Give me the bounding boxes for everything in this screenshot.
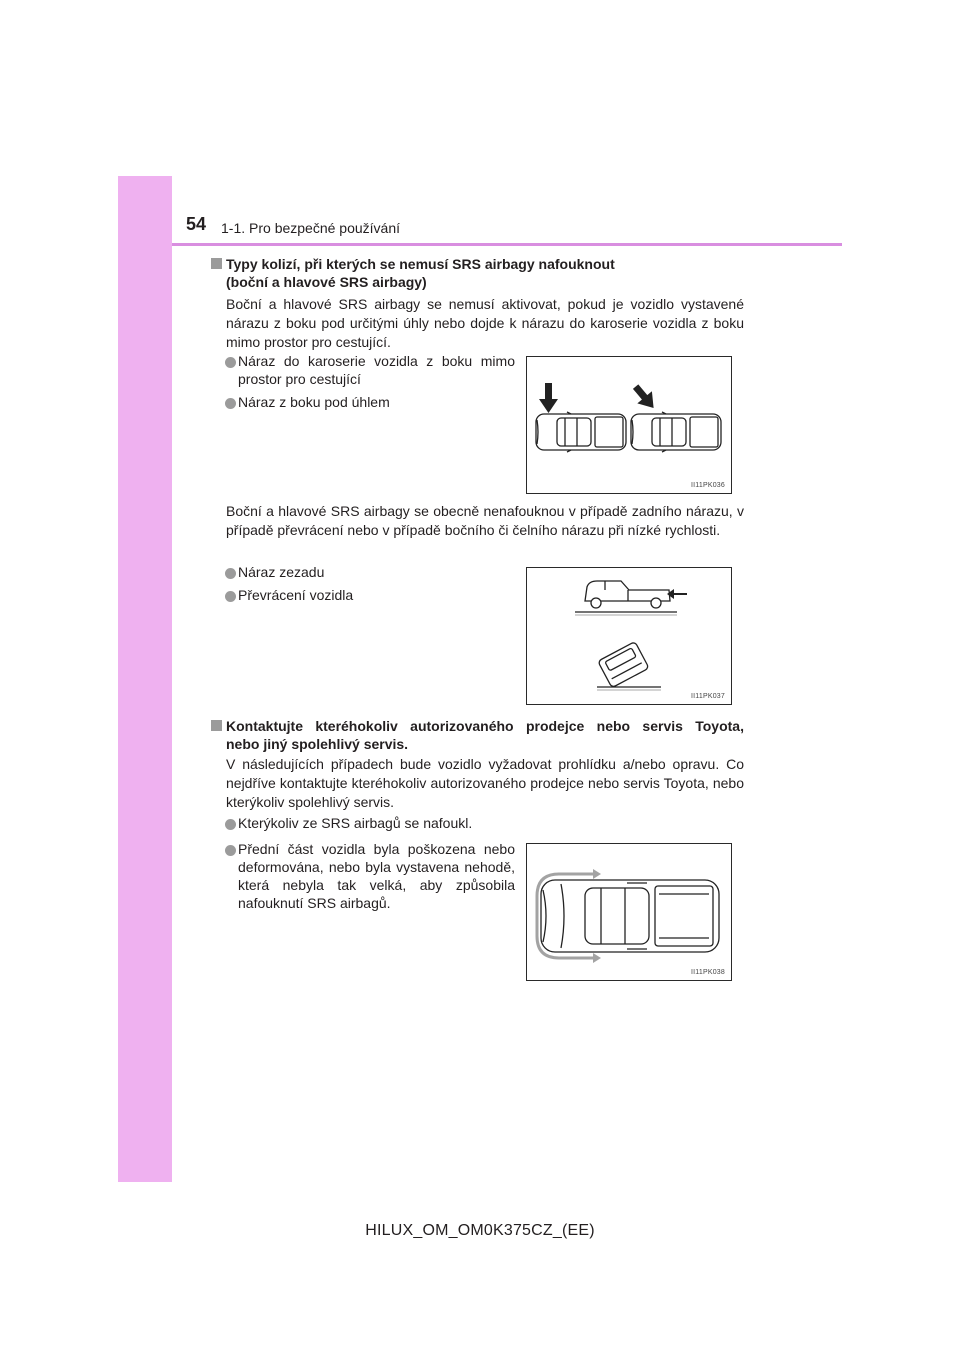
figure-rear-rollover <box>526 567 732 705</box>
impact-arrow-icon <box>539 383 558 413</box>
bullet-icon <box>225 398 236 409</box>
heading-line: Kontaktujte kteréhokoliv autorizovaného prodejce nebo servis Toyota, <box>226 718 744 734</box>
bullet-airbag-inflated: Kterýkoliv ze SRS airbagů se nafoukl. <box>238 815 473 831</box>
heading-line: nebo jiný spolehlivý servis. <box>226 736 409 752</box>
side-impact-illustration <box>527 357 731 493</box>
truck-top-view-large <box>541 880 719 952</box>
bullet-icon <box>225 819 236 830</box>
heading-line: Typy kolizí, při kterých se nemusí SRS airbagy nafouknout <box>226 256 615 272</box>
figure-code: II11PK036 <box>691 482 725 489</box>
highlight-arrowhead-icon <box>593 869 601 879</box>
truck-top-view <box>536 412 626 452</box>
bullet-front-damaged: Přední část vozidla byla poškozena nebo deformována, nebo byla vystavena nehodě, která nebyla tak velká, aby způsobila nafouknutí SRS airbagů. <box>238 841 515 911</box>
bullet-icon <box>225 591 236 602</box>
page-number: 54 <box>186 214 207 234</box>
heading-line: (boční a hlavové SRS airbagy) <box>226 274 427 290</box>
bullet-icon <box>225 845 236 856</box>
section-heading-no-deploy <box>226 255 746 291</box>
chapter-title: 1-1. Pro bezpečné používání <box>221 220 401 236</box>
section-square-icon <box>211 720 222 731</box>
bullet-rear-impact: Náraz zezadu <box>238 564 325 580</box>
figure-code: II11PK038 <box>691 969 725 976</box>
paragraph-contact-dealer: V následujících případech bude vozidlo vyžadovat prohlídku a/nebo opravu. Co nejdříve kontaktujte kteréhokoliv autorizovaného prodejce nebo servis Toyota, nebo kterýkoliv spolehlivý servis. <box>226 756 744 810</box>
bullet-angle-impact: Náraz z boku pod úhlem <box>238 394 390 410</box>
figure-front-damage <box>526 843 732 981</box>
figure-code: II11PK037 <box>691 693 725 700</box>
bullet-icon <box>225 357 236 368</box>
rear-rollover-illustration <box>527 568 731 704</box>
overturned-truck <box>598 642 649 688</box>
front-damage-illustration <box>527 844 731 980</box>
impact-arrow-angled-icon <box>628 380 661 414</box>
bullet-rollover: Převrácení vozidla <box>238 587 354 603</box>
truck-top-view <box>631 412 721 452</box>
figure-side-impact <box>526 356 732 494</box>
footer-model-code: HILUX_OM_OM0K375CZ_(EE) <box>365 1222 595 1239</box>
header-rule <box>172 243 842 246</box>
section-square-icon <box>211 258 222 269</box>
highlight-arrowhead-icon <box>593 953 601 963</box>
section-heading-contact <box>226 717 744 753</box>
paragraph-side-airbags: Boční a hlavové SRS airbagy se nemusí aktivovat, pokud je vozidlo vystavené nárazu z boku pod určitými úhly nebo dojde k nárazu do karoserie vozidla z boku mimo prostor pro cestující. <box>226 296 744 350</box>
paragraph-rear-rollover: Boční a hlavové SRS airbagy se obecně nenafouknou v případě zadního nárazu, v případě převrácení nebo v případě bočního či čelního nárazu při nízké rychlosti. <box>226 503 744 538</box>
chapter-sidebar-tab <box>118 176 172 1182</box>
truck-side-view <box>585 581 670 608</box>
bullet-side-body-impact: Náraz do karoserie vozidla z boku mimo prostor pro cestující <box>238 353 515 387</box>
bullet-icon <box>225 568 236 579</box>
